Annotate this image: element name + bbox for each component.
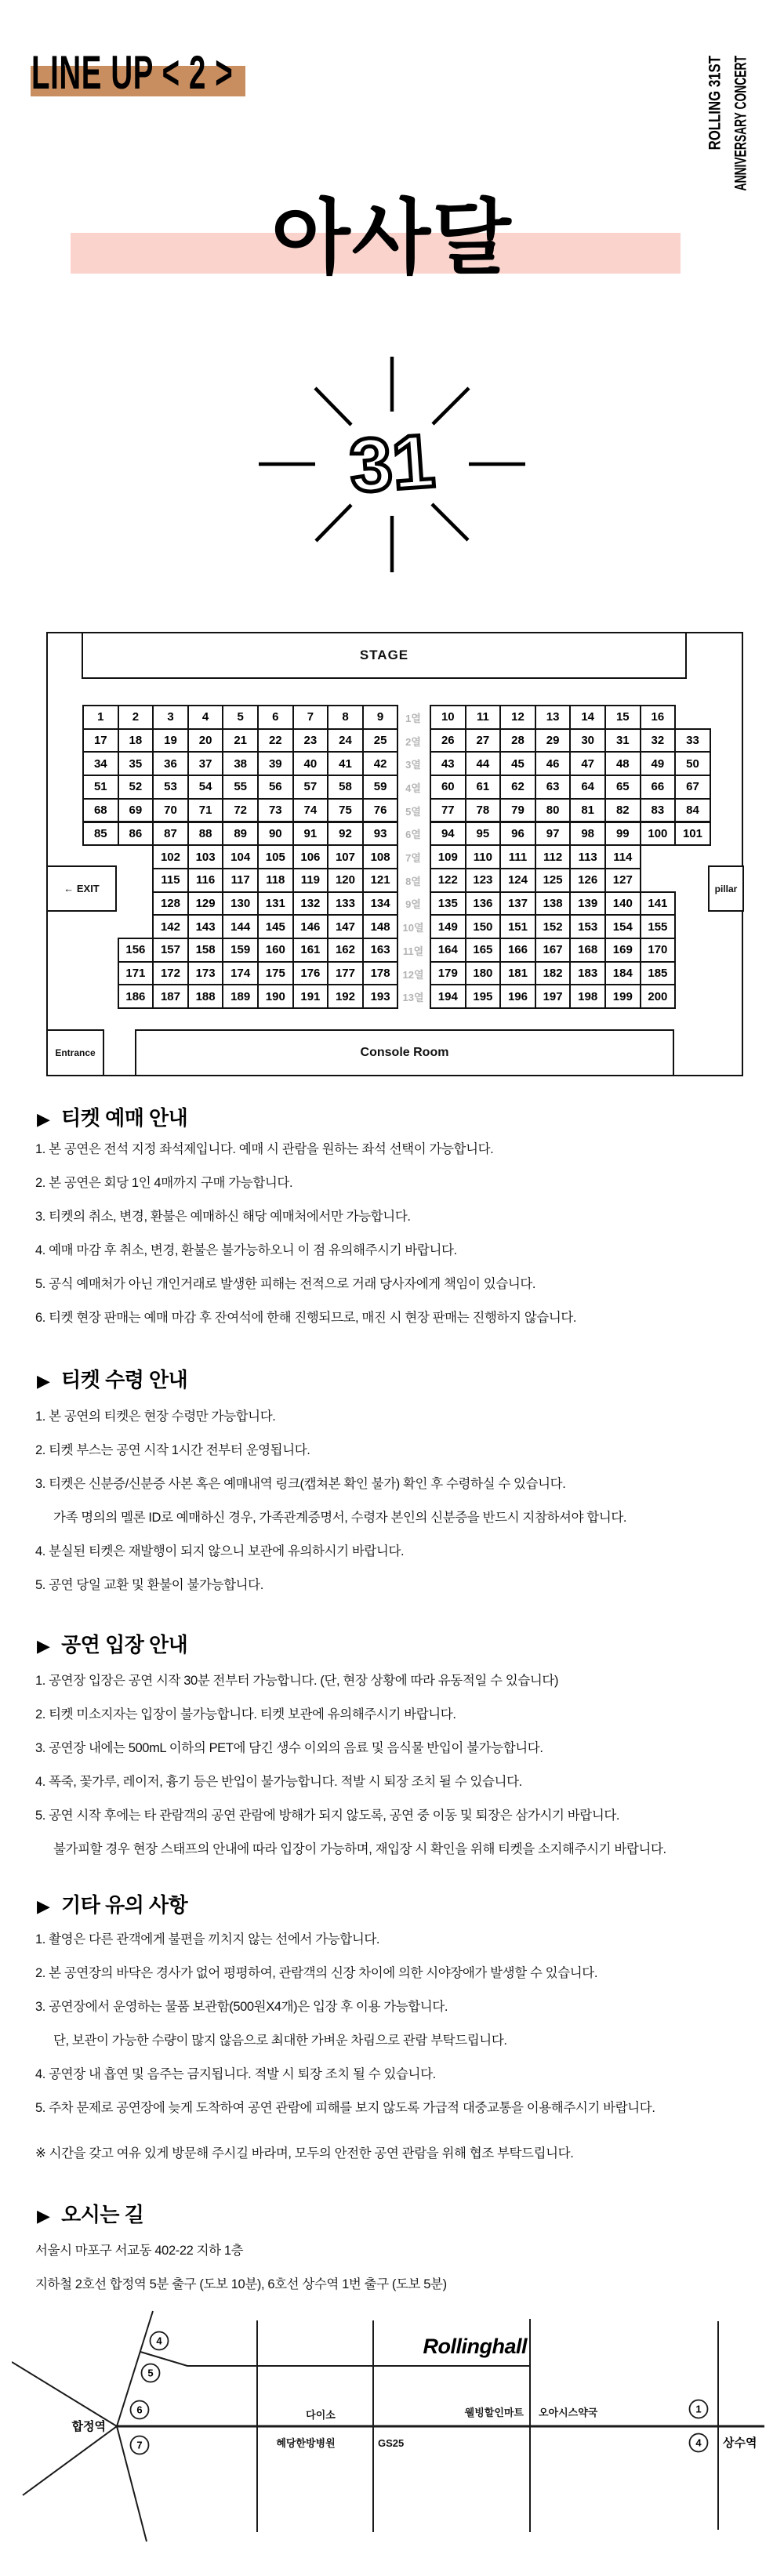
seat-cell: 159 — [222, 938, 259, 963]
seat-cell: 39 — [257, 751, 294, 776]
seat-cell: 2 — [118, 705, 154, 730]
sangsu-station-label: 상수역 — [723, 2436, 757, 2450]
exit-label: ← EXIT — [64, 883, 100, 894]
seat-cell: 93 — [362, 822, 399, 847]
seat-cell: 177 — [327, 961, 364, 986]
section-line: 2. 본 공연은 회당 1인 4매까지 구매 가능합니다. — [35, 1176, 293, 1190]
seat-cell: 99 — [604, 822, 641, 847]
seat-cell: 14 — [569, 705, 606, 730]
section-line: 1. 본 공연의 티켓은 현장 수령만 가능합니다. — [35, 1410, 276, 1424]
seat-cell: 83 — [640, 798, 677, 823]
seat-row-label: 9열 — [405, 898, 421, 911]
seat-row-label: 12열 — [402, 968, 424, 981]
mart-label: 웰빙할인마트 — [464, 2407, 524, 2418]
seat-cell: 69 — [118, 798, 154, 823]
section-line: 불가피할 경우 현장 스태프의 안내에 따라 입장이 가능하며, 재입장 시 확인을 위해 티켓을 소지해주시기 바랍니다. — [53, 1842, 666, 1856]
seat-cell: 138 — [535, 891, 572, 916]
section-line: 서울시 마포구 서교동 402-22 지하 1층 — [35, 2244, 244, 2258]
section-line: 5. 공연 시작 후에는 타 관람객의 공연 관람에 방해가 되지 않도록, 공연 중 이동 및 퇴장은 삼가시기 바랍니다. — [35, 1809, 620, 1823]
seat-cell: 111 — [499, 844, 536, 869]
seat-cell: 96 — [499, 822, 536, 847]
seat-cell: 196 — [499, 984, 536, 1009]
section-line: 1. 공연장 입장은 공연 시작 30분 전부터 가능합니다. (단, 현장 상황에 따라 유동적일 수 있습니다) — [35, 1674, 559, 1688]
seat-cell: 27 — [465, 728, 502, 753]
seat-cell: 81 — [569, 798, 606, 823]
seat-cell: 137 — [499, 891, 536, 916]
seat-cell: 53 — [152, 775, 189, 800]
section-line: 3. 티켓의 취소, 변경, 환불은 예매하신 해당 예매처에서만 가능합니다. — [35, 1210, 411, 1224]
seat-cell: 187 — [152, 984, 189, 1009]
seat-cell: 22 — [257, 728, 294, 753]
seat-cell: 71 — [187, 798, 224, 823]
seat-cell: 75 — [327, 798, 364, 823]
pharmacy-label: 오아시스약국 — [539, 2407, 598, 2418]
seat-cell: 135 — [430, 891, 466, 916]
seat-cell: 20 — [187, 728, 224, 753]
seat-cell: 124 — [499, 868, 536, 893]
seat-cell: 109 — [430, 844, 466, 869]
seat-cell: 103 — [187, 844, 224, 869]
triangle-bullet-icon: ▶ — [37, 1896, 50, 1916]
seat-cell: 43 — [430, 751, 466, 776]
subway-exit-markers — [131, 2332, 708, 2454]
seat-cell: 185 — [640, 961, 677, 986]
seat-cell: 104 — [222, 844, 259, 869]
seat-cell: 59 — [362, 775, 399, 800]
seat-row-label: 4열 — [405, 782, 421, 794]
seat-cell: 42 — [362, 751, 399, 776]
seat-cell: 52 — [118, 775, 154, 800]
vertical-title-line1: ROLLING 31ST — [706, 56, 724, 151]
triangle-bullet-icon: ▶ — [37, 1371, 50, 1391]
seat-cell: 165 — [465, 938, 502, 963]
seat-cell: 152 — [535, 914, 572, 939]
seat-cell: 150 — [465, 914, 502, 939]
seat-cell: 68 — [82, 798, 119, 823]
seat-cell: 145 — [257, 914, 294, 939]
pillar-label: pillar — [714, 883, 738, 894]
seat-cell: 79 — [499, 798, 536, 823]
seat-row-label: 6열 — [405, 829, 421, 841]
seat-cell: 119 — [292, 868, 329, 893]
seat-cell: 162 — [327, 938, 364, 963]
section-line: 2. 티켓 부스는 공연 시작 1시간 전부터 운영됩니다. — [35, 1443, 310, 1457]
seat-cell: 175 — [257, 961, 294, 986]
seat-cell: 89 — [222, 822, 259, 847]
seat-cell: 15 — [604, 705, 641, 730]
section-line: 단, 보관이 가능한 수량이 많지 않음으로 최대한 가벼운 차림으로 관람 부탁드립니다. — [53, 2034, 507, 2048]
triangle-bullet-icon: ▶ — [37, 1109, 50, 1129]
seat-cell: 70 — [152, 798, 189, 823]
seat-cell: 125 — [535, 868, 572, 893]
section-line: 4. 분실된 티켓은 재발행이 되지 않으니 보관에 유의하시기 바랍니다. — [35, 1544, 405, 1558]
seat-row-label: 11열 — [402, 945, 424, 957]
section-title: ▶ 티켓 수령 안내 — [37, 1368, 188, 1391]
seat-cell: 46 — [535, 751, 572, 776]
seat-cell: 5 — [222, 705, 259, 730]
seat-cell: 148 — [362, 914, 399, 939]
exit-number: 4 — [156, 2335, 162, 2347]
seat-cell: 24 — [327, 728, 364, 753]
seat-cell: 58 — [327, 775, 364, 800]
seat-cell: 44 — [465, 751, 502, 776]
seat-cell: 172 — [152, 961, 189, 986]
exit-box — [46, 865, 117, 912]
seat-cell: 86 — [118, 822, 154, 847]
seat-cell: 36 — [152, 751, 189, 776]
seat-cell: 55 — [222, 775, 259, 800]
seat-cell: 77 — [430, 798, 466, 823]
seat-cell: 116 — [187, 868, 224, 893]
seat-cell: 189 — [222, 984, 259, 1009]
seat-cell: 128 — [152, 891, 189, 916]
seat-cell: 92 — [327, 822, 364, 847]
seat-cell: 200 — [640, 984, 677, 1009]
seat-cell: 35 — [118, 751, 154, 776]
seat-cell: 147 — [327, 914, 364, 939]
seat-cell: 154 — [604, 914, 641, 939]
seat-cell: 192 — [327, 984, 364, 1009]
seat-row-label: 8열 — [405, 875, 421, 887]
seat-cell: 9 — [362, 705, 399, 730]
seat-cell: 47 — [569, 751, 606, 776]
seat-cell: 63 — [535, 775, 572, 800]
seat-cell: 8 — [327, 705, 364, 730]
section-line: 2. 티켓 미소지자는 입장이 불가능합니다. 티켓 보관에 유의해주시기 바랍니다. — [35, 1707, 456, 1722]
seat-cell: 113 — [569, 844, 606, 869]
seat-cell: 149 — [430, 914, 466, 939]
seat-cell: 131 — [257, 891, 294, 916]
seat-cell: 88 — [187, 822, 224, 847]
seat-cell: 143 — [187, 914, 224, 939]
hospital-label: 혜당한방병원 — [276, 2437, 336, 2449]
subway-exit-numbers — [136, 2335, 702, 2451]
seat-cell: 186 — [118, 984, 154, 1009]
console-room-label: Console Room — [360, 1046, 449, 1059]
gs25-label: GS25 — [378, 2437, 405, 2449]
seat-cell: 107 — [327, 844, 364, 869]
seat-cell: 114 — [604, 844, 641, 869]
section-line: 5. 주차 문제로 공연장에 늦게 도착하여 공연 관람에 피해를 보지 않도록 가급적 대중교통을 이용해주시기 바랍니다. — [35, 2101, 655, 2115]
entrance-box — [46, 1029, 104, 1076]
seat-cell: 38 — [222, 751, 259, 776]
seat-cell: 80 — [535, 798, 572, 823]
section-line: 4. 공연장 내 흡연 및 음주는 금지됩니다. 적발 시 퇴장 조치 될 수 있습니다. — [35, 2067, 436, 2081]
seat-cell: 161 — [292, 938, 329, 963]
section-line: 2. 본 공연장의 바닥은 경사가 없어 평평하여, 관람객의 신장 차이에 의한 시야장애가 발생할 수 있습니다. — [35, 1966, 598, 1980]
seat-cell: 85 — [82, 822, 119, 847]
seat-cell: 169 — [604, 938, 641, 963]
seat-cell: 64 — [569, 775, 606, 800]
seat-cell: 130 — [222, 891, 259, 916]
seat-cell: 181 — [499, 961, 536, 986]
seat-cell: 133 — [327, 891, 364, 916]
seat-cell: 37 — [187, 751, 224, 776]
seat-cell: 56 — [257, 775, 294, 800]
seat-cell: 21 — [222, 728, 259, 753]
seat-cell: 97 — [535, 822, 572, 847]
seat-row-label: 13열 — [402, 992, 424, 1004]
exit-number: 5 — [147, 2367, 154, 2379]
seat-cell: 194 — [430, 984, 466, 1009]
seat-cell: 25 — [362, 728, 399, 753]
seat-cell: 183 — [569, 961, 606, 986]
section-line: 1. 본 공연은 전석 지정 좌석제입니다. 예매 시 관람을 원하는 좌석 선택이 가능합니다. — [35, 1142, 494, 1156]
seat-cell: 140 — [604, 891, 641, 916]
vertical-title-line2: ANNIVERSARY CONCERT — [731, 56, 750, 191]
seat-cell: 91 — [292, 822, 329, 847]
seat-cell: 146 — [292, 914, 329, 939]
seat-cell: 117 — [222, 868, 259, 893]
seat-cell: 1 — [82, 705, 119, 730]
seat-cell: 180 — [465, 961, 502, 986]
seat-cell: 163 — [362, 938, 399, 963]
seat-row-label: 1열 — [405, 712, 421, 724]
seat-cell: 164 — [430, 938, 466, 963]
seat-cell: 158 — [187, 938, 224, 963]
seat-cell: 65 — [604, 775, 641, 800]
seat-cell: 78 — [465, 798, 502, 823]
section-title: ▶ 오시는 길 — [37, 2203, 144, 2226]
section-line: 3. 공연장 내에는 500mL 이하의 PET에 담긴 생수 이외의 음료 및 음식물 반입이 불가능합니다. — [35, 1741, 543, 1755]
seat-cell: 190 — [257, 984, 294, 1009]
seat-cell: 11 — [465, 705, 502, 730]
seat-cell: 33 — [674, 728, 711, 753]
seat-cell: 95 — [465, 822, 502, 847]
seat-cell: 112 — [535, 844, 572, 869]
seat-cell: 195 — [465, 984, 502, 1009]
seat-cell: 134 — [362, 891, 399, 916]
section-line: 5. 공식 예매처가 아닌 개인거래로 발생한 피해는 전적으로 거래 당사자에게 책임이 있습니다. — [35, 1277, 536, 1291]
seat-cell: 153 — [569, 914, 606, 939]
seat-cell: 105 — [257, 844, 294, 869]
seat-cell: 184 — [604, 961, 641, 986]
seat-cell: 182 — [535, 961, 572, 986]
seat-cell: 57 — [292, 775, 329, 800]
seat-cell: 32 — [640, 728, 677, 753]
seat-cell: 74 — [292, 798, 329, 823]
seat-cell: 106 — [292, 844, 329, 869]
lineup-heading: LINE UP < 2 > — [31, 46, 234, 99]
seat-cell: 6 — [257, 705, 294, 730]
seat-cell: 30 — [569, 728, 606, 753]
seat-cell: 67 — [674, 775, 711, 800]
seat-cell: 31 — [604, 728, 641, 753]
seat-cell: 110 — [465, 844, 502, 869]
seat-cell: 156 — [118, 938, 154, 963]
seat-cell: 102 — [152, 844, 189, 869]
seat-cell: 49 — [640, 751, 677, 776]
directions-map — [12, 2309, 772, 2571]
seat-row-label: 3열 — [405, 759, 421, 771]
section-line: 4. 예매 마감 후 취소, 변경, 환불은 불가능하오니 이 점 유의해주시기 바랍니다. — [35, 1243, 457, 1257]
seat-cell: 48 — [604, 751, 641, 776]
seat-cell: 82 — [604, 798, 641, 823]
seat-cell: 199 — [604, 984, 641, 1009]
seat-cell: 98 — [569, 822, 606, 847]
seat-cell: 7 — [292, 705, 329, 730]
seat-cell: 136 — [465, 891, 502, 916]
seat-cell: 126 — [569, 868, 606, 893]
seat-cell: 72 — [222, 798, 259, 823]
seat-cell: 115 — [152, 868, 189, 893]
section-title: ▶ 기타 유의 사항 — [37, 1893, 188, 1917]
seat-cell: 193 — [362, 984, 399, 1009]
seat-cell: 12 — [499, 705, 536, 730]
seat-cell: 50 — [674, 751, 711, 776]
seat-cell: 142 — [152, 914, 189, 939]
seat-cell: 94 — [430, 822, 466, 847]
anniversary-number: 31 — [347, 419, 437, 509]
seat-cell: 120 — [327, 868, 364, 893]
seat-cell: 168 — [569, 938, 606, 963]
seat-cell: 17 — [82, 728, 119, 753]
seat-cell: 179 — [430, 961, 466, 986]
seat-cell: 76 — [362, 798, 399, 823]
seat-cell: 4 — [187, 705, 224, 730]
console-room-box — [135, 1029, 674, 1076]
triangle-bullet-icon: ▶ — [37, 2206, 50, 2226]
anniversary-31-starburst — [259, 345, 525, 580]
seat-cell: 166 — [499, 938, 536, 963]
seat-cell: 178 — [362, 961, 399, 986]
exit-number: 7 — [136, 2439, 143, 2451]
seat-cell: 108 — [362, 844, 399, 869]
seat-cell: 144 — [222, 914, 259, 939]
seat-row-label: 5열 — [405, 805, 421, 818]
section-line: 지하철 2호선 합정역 5분 출구 (도보 10분), 6호선 상수역 1번 출구 (도보 5분) — [35, 2277, 447, 2291]
seat-cell: 41 — [327, 751, 364, 776]
seat-cell: 60 — [430, 775, 466, 800]
seat-cell: 171 — [118, 961, 154, 986]
section-line: 3. 티켓은 신분증/신분증 사본 혹은 예매내역 링크(캡쳐본 확인 불가) 확인 후 수령하실 수 있습니다. — [35, 1477, 566, 1491]
seat-cell: 18 — [118, 728, 154, 753]
seat-row-label: 2열 — [405, 735, 421, 748]
seat-cell: 29 — [535, 728, 572, 753]
seat-cell: 62 — [499, 775, 536, 800]
seat-cell: 173 — [187, 961, 224, 986]
seat-cell: 174 — [222, 961, 259, 986]
seat-cell: 19 — [152, 728, 189, 753]
seat-cell: 3 — [152, 705, 189, 730]
section-title: ▶ 티켓 예매 안내 — [37, 1106, 188, 1130]
section-line: 3. 공연장에서 운영하는 물품 보관함(500원X4개)은 입장 후 이용 가능합니다. — [35, 2000, 448, 2014]
seat-cell: 54 — [187, 775, 224, 800]
entrance-label: Entrance — [55, 1047, 96, 1058]
seat-cell: 61 — [465, 775, 502, 800]
seat-cell: 100 — [640, 822, 677, 847]
section-line: 6. 티켓 현장 판매는 예매 마감 후 잔여석에 한해 진행되므로, 매진 시 현장 판매는 진행하지 않습니다. — [35, 1311, 577, 1325]
section-line: 가족 명의의 멜론 ID로 예매하신 경우, 가족관계증명서, 수령자 본인의 신분증을 반드시 지참하셔야 합니다. — [53, 1511, 627, 1525]
seat-cell: 101 — [674, 822, 711, 847]
seat-cell: 26 — [430, 728, 466, 753]
seat-row-label: 7열 — [405, 852, 421, 865]
seat-cell: 151 — [499, 914, 536, 939]
seat-cell: 188 — [187, 984, 224, 1009]
exit-number: 4 — [695, 2436, 702, 2449]
seat-cell: 132 — [292, 891, 329, 916]
artist-title: 아사달 — [271, 193, 513, 284]
seat-cell: 10 — [430, 705, 466, 730]
seat-cell: 155 — [640, 914, 677, 939]
seat-cell: 122 — [430, 868, 466, 893]
seat-cell: 73 — [257, 798, 294, 823]
section-line: 4. 폭죽, 꽃가루, 레이저, 흉기 등은 반입이 불가능합니다. 적발 시 퇴장 조치 될 수 있습니다. — [35, 1775, 522, 1789]
seat-cell: 157 — [152, 938, 189, 963]
seat-cell: 167 — [535, 938, 572, 963]
section-line: 1. 촬영은 다른 관객에게 불편을 끼치지 않는 선에서 가능합니다. — [35, 1932, 380, 1947]
stage-label: STAGE — [359, 648, 409, 662]
daiso-label: 다이소 — [306, 2409, 336, 2421]
seat-cell: 84 — [674, 798, 711, 823]
seat-cell: 13 — [535, 705, 572, 730]
seat-cell: 176 — [292, 961, 329, 986]
seat-cell: 28 — [499, 728, 536, 753]
seat-cell: 139 — [569, 891, 606, 916]
seat-cell: 198 — [569, 984, 606, 1009]
seat-cell: 170 — [640, 938, 677, 963]
seat-cell: 197 — [535, 984, 572, 1009]
hapjeong-station-label: 합정역 — [71, 2420, 106, 2433]
seat-cell: 160 — [257, 938, 294, 963]
seat-cell: 40 — [292, 751, 329, 776]
exit-number: 1 — [695, 2403, 702, 2415]
seat-cell: 23 — [292, 728, 329, 753]
seat-cell: 121 — [362, 868, 399, 893]
stage-box — [82, 632, 687, 679]
seat-cell: 34 — [82, 751, 119, 776]
seat-cell: 123 — [465, 868, 502, 893]
section-line: 5. 공연 당일 교환 및 환불이 불가능합니다. — [35, 1578, 263, 1592]
seat-cell: 129 — [187, 891, 224, 916]
safety-notice: ※ 시간을 갖고 여유 있게 방문해 주시길 바라며, 모두의 안전한 공연 관람을 위해 협조 부탁드립니다. — [35, 2146, 574, 2161]
triangle-bullet-icon: ▶ — [37, 1636, 50, 1656]
seat-cell: 118 — [257, 868, 294, 893]
seat-cell: 127 — [604, 868, 641, 893]
pillar-box — [708, 865, 744, 912]
seat-cell: 90 — [257, 822, 294, 847]
seat-cell: 51 — [82, 775, 119, 800]
seat-row-label: 10열 — [402, 922, 424, 934]
seat-cell: 141 — [640, 891, 677, 916]
venue-logo: Rollinghall — [423, 2335, 527, 2358]
seat-cell: 87 — [152, 822, 189, 847]
map-roads — [12, 2311, 764, 2542]
section-title: ▶ 공연 입장 안내 — [37, 1633, 188, 1656]
exit-number: 6 — [136, 2404, 143, 2416]
seat-cell: 16 — [640, 705, 677, 730]
seat-cell: 66 — [640, 775, 677, 800]
seat-cell: 191 — [292, 984, 329, 1009]
seat-cell: 45 — [499, 751, 536, 776]
